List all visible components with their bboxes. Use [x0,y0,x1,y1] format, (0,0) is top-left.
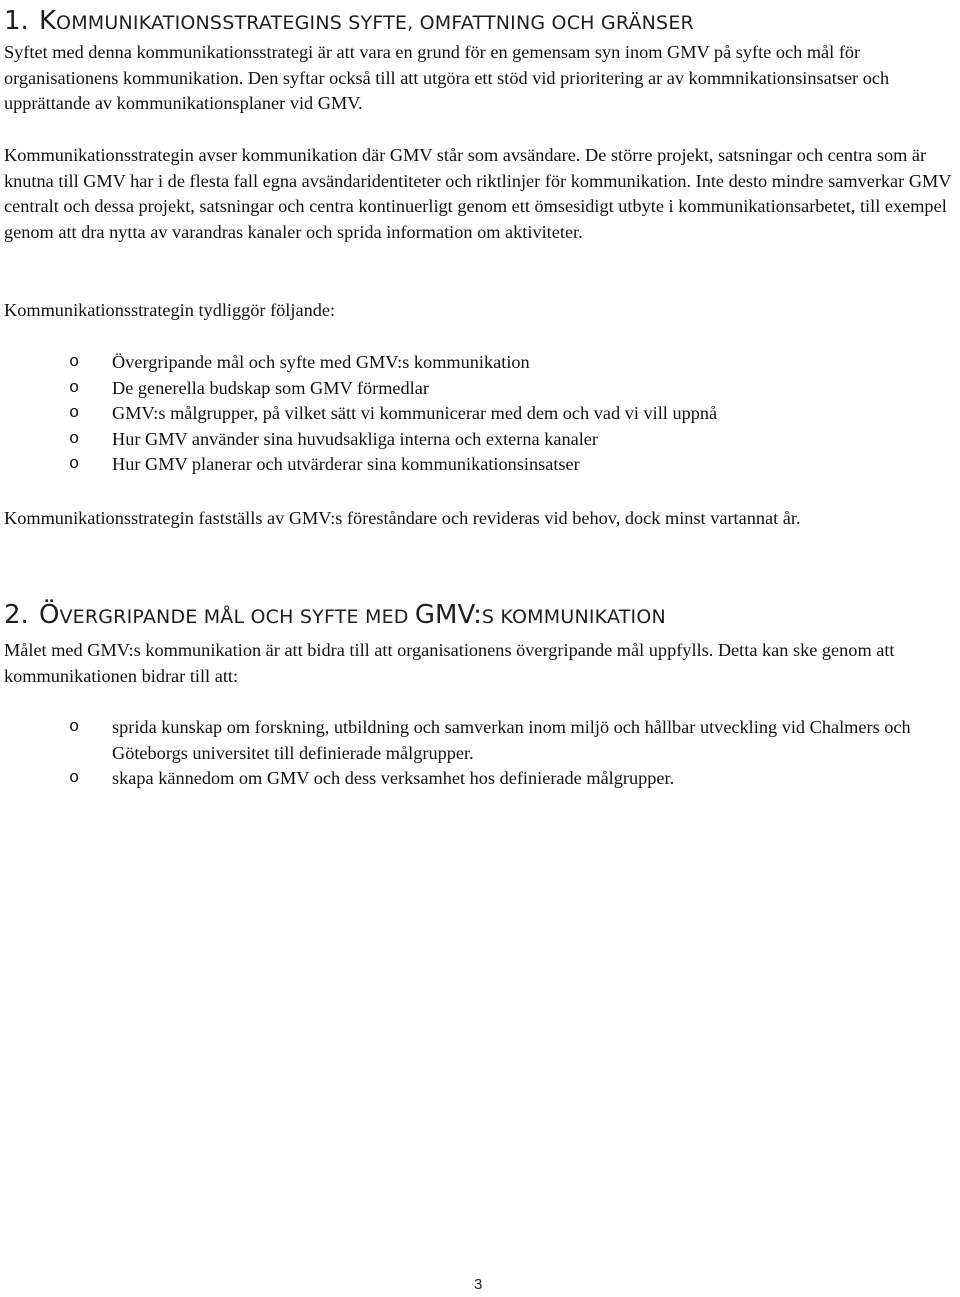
bullet-marker: o [69,429,80,449]
list-item [0,427,960,453]
bullet-marker: o [69,404,80,424]
section-1-paragraph-4: Kommunikationsstrategin fastställs av GMV:s föreståndare och revideras vid behov, dock minst vartannat år. [4,508,801,528]
list-item [0,350,960,376]
list-item-text: Övergripande mål och syfte med GMV:s kommunikation [112,352,530,372]
section-2-title-initial: Ö [38,600,60,630]
section-2-number: 2. [4,600,29,630]
bullet-marker: o [69,769,80,789]
list-item-text: skapa kännedom om GMV och dess verksamhet hos definierade målgrupper. [112,768,675,789]
section-2-bullet-list [0,715,960,792]
page-number: 3 [474,1276,483,1293]
list-item-text: sprida kunskap om forskning, utbildning och samverkan inom miljö och hållbar utveckling vid Chalmers och Göteborgs universitet till definierade målgrupper. [112,717,911,763]
section-1-bullet-list [0,350,960,478]
section-1-title: OMMUNIKATIONSSTRATEGINS SYFTE, OMFATTNING OCH GRÄNSER [56,12,694,34]
list-item-text: Hur GMV använder sina huvudsakliga interna och externa kanaler [112,428,598,449]
list-item-text: GMV:s målgrupper, på vilket sätt vi kommunicerar med dem och vad vi vill uppnå [112,403,718,424]
bullet-marker: o [69,378,80,398]
section-2-title: VERGRIPANDE MÅL OCH SYFTE MED [59,606,415,628]
section-2-title-end: S KOMMUNIKATION [481,606,666,628]
section-1-heading [4,2,694,34]
list-item-text: Hur GMV planerar och utvärderar sina kommunikationsinsatser [112,454,580,475]
section-2-heading [4,596,666,628]
section-1-paragraph-2: Kommunikationsstrategin avser kommunikation där GMV står som avsändare. De större projekt, satsningar och centra som är knutna till GMV har i de flesta fall egna avsändaridentiteter och riktlinjer för kommunikation. Inte desto mindre samverkar GMV centralt och dessa projekt, satsningar och centra kontinuerligt genom ett ömsesidigt utbyte i kommunikationsarbetet, till exempel genom att dra nytta av varandras kanaler och sprida information om aktiviteter. [4,145,952,242]
list-item-text: De generella budskap som GMV förmedlar [112,377,429,398]
list-item [0,766,960,792]
list-item [0,401,960,427]
list-item [0,452,960,478]
section-1-number: 1. [4,6,29,36]
list-item [0,715,960,766]
bullet-marker: o [69,455,80,475]
section-1-paragraph-3: Kommunikationsstrategin tydliggör följande: [4,300,336,320]
bullet-marker: o [69,353,80,372]
section-1-paragraph-1: Syftet med denna kommunikationsstrategi är att vara en grund för en gemensam syn inom GMV på syfte och mål för organisationens kommunikation. Den syftar också till att utgöra ett stöd vid prioritering ar av kommnikationsinsatser och upprättande av kommunikationsplaner vid GMV. [4,42,890,114]
section-2-title-acronym: GMV: [414,600,482,630]
section-1-title-initial: K [38,6,57,36]
bullet-marker: o [69,718,80,737]
section-2-paragraph-1: Målet med GMV:s kommunikation är att bidra till att organisationens övergripande mål uppfylls. Detta kan ske genom att kommunikationen bidrar till att: [4,640,895,686]
list-item [0,376,960,402]
